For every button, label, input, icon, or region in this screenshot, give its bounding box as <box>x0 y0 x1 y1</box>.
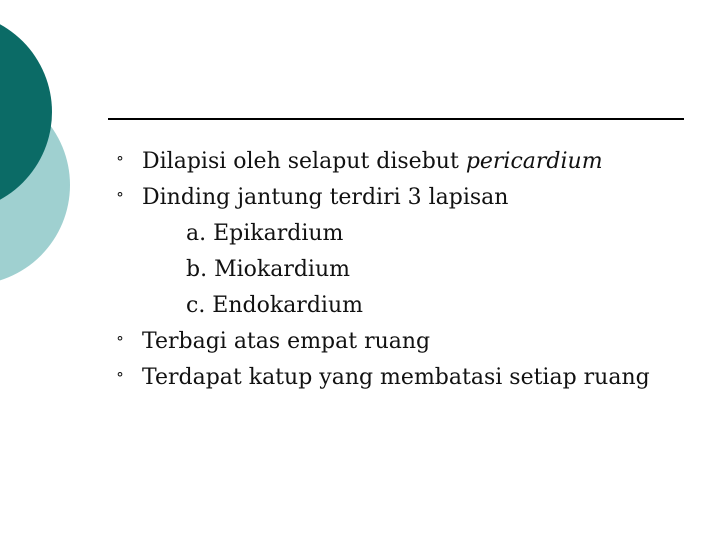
bullet-item-pericardium <box>110 144 710 180</box>
slide-body <box>110 144 710 396</box>
bullet-text: Dinding jantung terdiri 3 lapisan <box>142 185 509 210</box>
bullet-item-chambers <box>110 324 710 360</box>
sub-item-endokardium <box>110 288 710 324</box>
bullet-icon: ° <box>116 333 124 351</box>
bullet-text: Terdapat katup yang membatasi setiap ruang <box>142 365 650 390</box>
sub-item-text: c. Endokardium <box>186 293 363 318</box>
bullet-item-valves <box>110 360 710 396</box>
bullet-item-layers <box>110 180 710 216</box>
bullet-text: Terbagi atas empat ruang <box>142 329 431 354</box>
bullet-text-emphasis: pericardium <box>465 149 603 174</box>
bullet-text-main: Dilapisi oleh selaput disebut <box>142 149 459 174</box>
bullet-icon: ° <box>116 369 124 387</box>
title-divider-line <box>108 118 684 120</box>
bullet-icon: ° <box>116 189 124 207</box>
bullet-text <box>142 144 603 180</box>
slide-circle-decoration <box>0 0 120 300</box>
bullet-icon: ° <box>116 153 124 171</box>
sub-item-text: a. Epikardium <box>186 221 344 246</box>
sub-item-miokardium <box>110 252 710 288</box>
sub-item-epikardium <box>110 216 710 252</box>
sub-item-text: b. Miokardium <box>186 257 350 282</box>
